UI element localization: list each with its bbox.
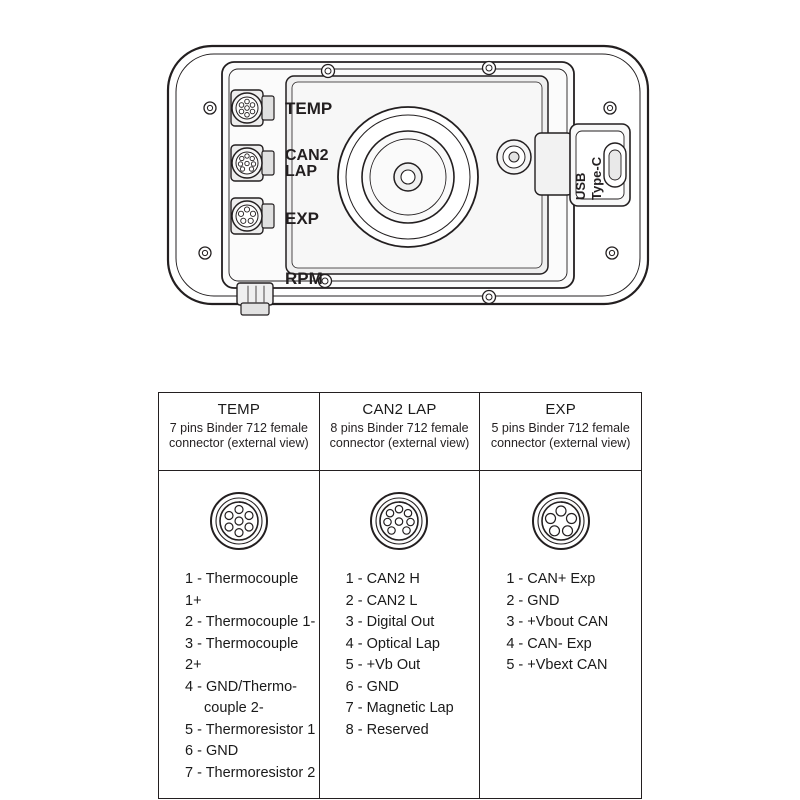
exp-connector-subtitle: 5 pins Binder 712 female connector (external view) bbox=[490, 421, 631, 450]
screw-top-right bbox=[483, 62, 496, 75]
screw-right-upper bbox=[604, 102, 616, 114]
can2lap-connector-subtitle: 8 pins Binder 712 female connector (external view) bbox=[329, 421, 470, 450]
can2lap-pin-4: 4 - Optical Lap bbox=[345, 635, 440, 652]
label-usb-typec-line2: Type-C bbox=[589, 156, 604, 200]
temp-pin-7: 7 - Thermoresistor 2 bbox=[185, 764, 316, 781]
can2lap-connector-title: CAN2 LAP bbox=[362, 401, 437, 418]
temp-pin-list bbox=[185, 569, 319, 784]
exp-pin-2: 2 - GND bbox=[506, 592, 560, 609]
screw-top-left bbox=[322, 65, 335, 78]
pinout-table-body-row bbox=[159, 471, 641, 798]
device-outline-svg bbox=[0, 0, 800, 380]
can2lap-connector-figure bbox=[362, 483, 436, 559]
temp-connector-figure bbox=[202, 483, 276, 559]
exp-connector-pin-diagram-icon bbox=[524, 484, 598, 558]
can2lap-pin-2: 2 - CAN2 L bbox=[345, 592, 418, 609]
exp-pin-1: 1 - CAN+ Exp bbox=[506, 571, 596, 587]
can2lap-pin-1: 1 - CAN2 H bbox=[345, 571, 420, 587]
exp-connector-figure bbox=[524, 483, 598, 559]
connector-temp-drawing bbox=[231, 90, 274, 126]
temp-pin-3: 3 - Thermocouple 2+ bbox=[185, 635, 303, 673]
temp-connector-subtitle: 7 pins Binder 712 female connector (external view) bbox=[169, 421, 309, 450]
can2lap-pin-list bbox=[346, 569, 454, 741]
label-can2lap: CAN2 bbox=[285, 147, 329, 164]
pinout-column-temp-header bbox=[159, 393, 320, 471]
lens-center-hole bbox=[401, 170, 415, 184]
pinout-table bbox=[158, 392, 642, 799]
can2lap-pin-8: 8 - Reserved bbox=[345, 721, 429, 738]
pinout-column-temp-body bbox=[159, 471, 320, 798]
can2lap-pin-6: 6 - GND bbox=[345, 678, 399, 695]
temp-pin-6: 6 - GND bbox=[185, 743, 239, 759]
screw-bottom-right bbox=[483, 291, 496, 304]
exp-header-block bbox=[480, 393, 641, 471]
temp-connector-title: TEMP bbox=[217, 401, 261, 418]
device-technical-drawing bbox=[0, 0, 800, 380]
screw-right-lower bbox=[606, 247, 618, 259]
temp-header-block bbox=[159, 393, 319, 471]
label-rpm: RPM bbox=[285, 269, 323, 288]
temp-pin-5: 5 - Thermoresistor 1 bbox=[185, 721, 316, 738]
side-boss-inner bbox=[509, 152, 519, 162]
can2lap-pin-3: 3 - Digital Out bbox=[345, 614, 435, 630]
pinout-column-can2lap-body bbox=[320, 471, 481, 798]
pinout-column-can2lap-header bbox=[320, 393, 481, 471]
pinout-column-exp-body bbox=[480, 471, 641, 798]
temp-pin-2: 2 - Thermocouple 1- bbox=[185, 614, 316, 630]
screw-left-lower bbox=[199, 247, 211, 259]
label-temp: TEMP bbox=[285, 99, 333, 118]
can2lap-pin-7: 7 - Magnetic Lap bbox=[345, 700, 454, 716]
pinout-table-header-row bbox=[159, 393, 641, 471]
temp-connector-pin-diagram-icon bbox=[202, 484, 276, 558]
can2lap-connector-pin-diagram-icon bbox=[362, 484, 436, 558]
label-exp: EXP bbox=[285, 209, 320, 228]
temp-pin-4-continued: couple 2- bbox=[204, 700, 264, 716]
label-can2lap-line2: LAP bbox=[285, 163, 317, 180]
label-usb-typec: USB bbox=[573, 172, 588, 200]
connector-rpm-drawing bbox=[237, 283, 273, 315]
temp-pin-1: 1 - Thermocouple 1+ bbox=[185, 571, 303, 609]
screw-left-upper bbox=[204, 102, 216, 114]
pinout-column-exp-header bbox=[480, 393, 641, 471]
temp-pin-4: 4 - GND/Thermo- bbox=[185, 678, 297, 695]
exp-connector-title: EXP bbox=[545, 401, 576, 418]
exp-pin-5: 5 - +Vbext CAN bbox=[506, 657, 608, 673]
exp-pin-3: 3 - +Vbout CAN bbox=[506, 614, 609, 630]
can2lap-header-block bbox=[320, 393, 480, 471]
exp-pin-list bbox=[506, 569, 608, 677]
can2lap-pin-5: 5 - +Vb Out bbox=[345, 657, 421, 673]
exp-pin-4: 4 - CAN- Exp bbox=[506, 635, 592, 652]
